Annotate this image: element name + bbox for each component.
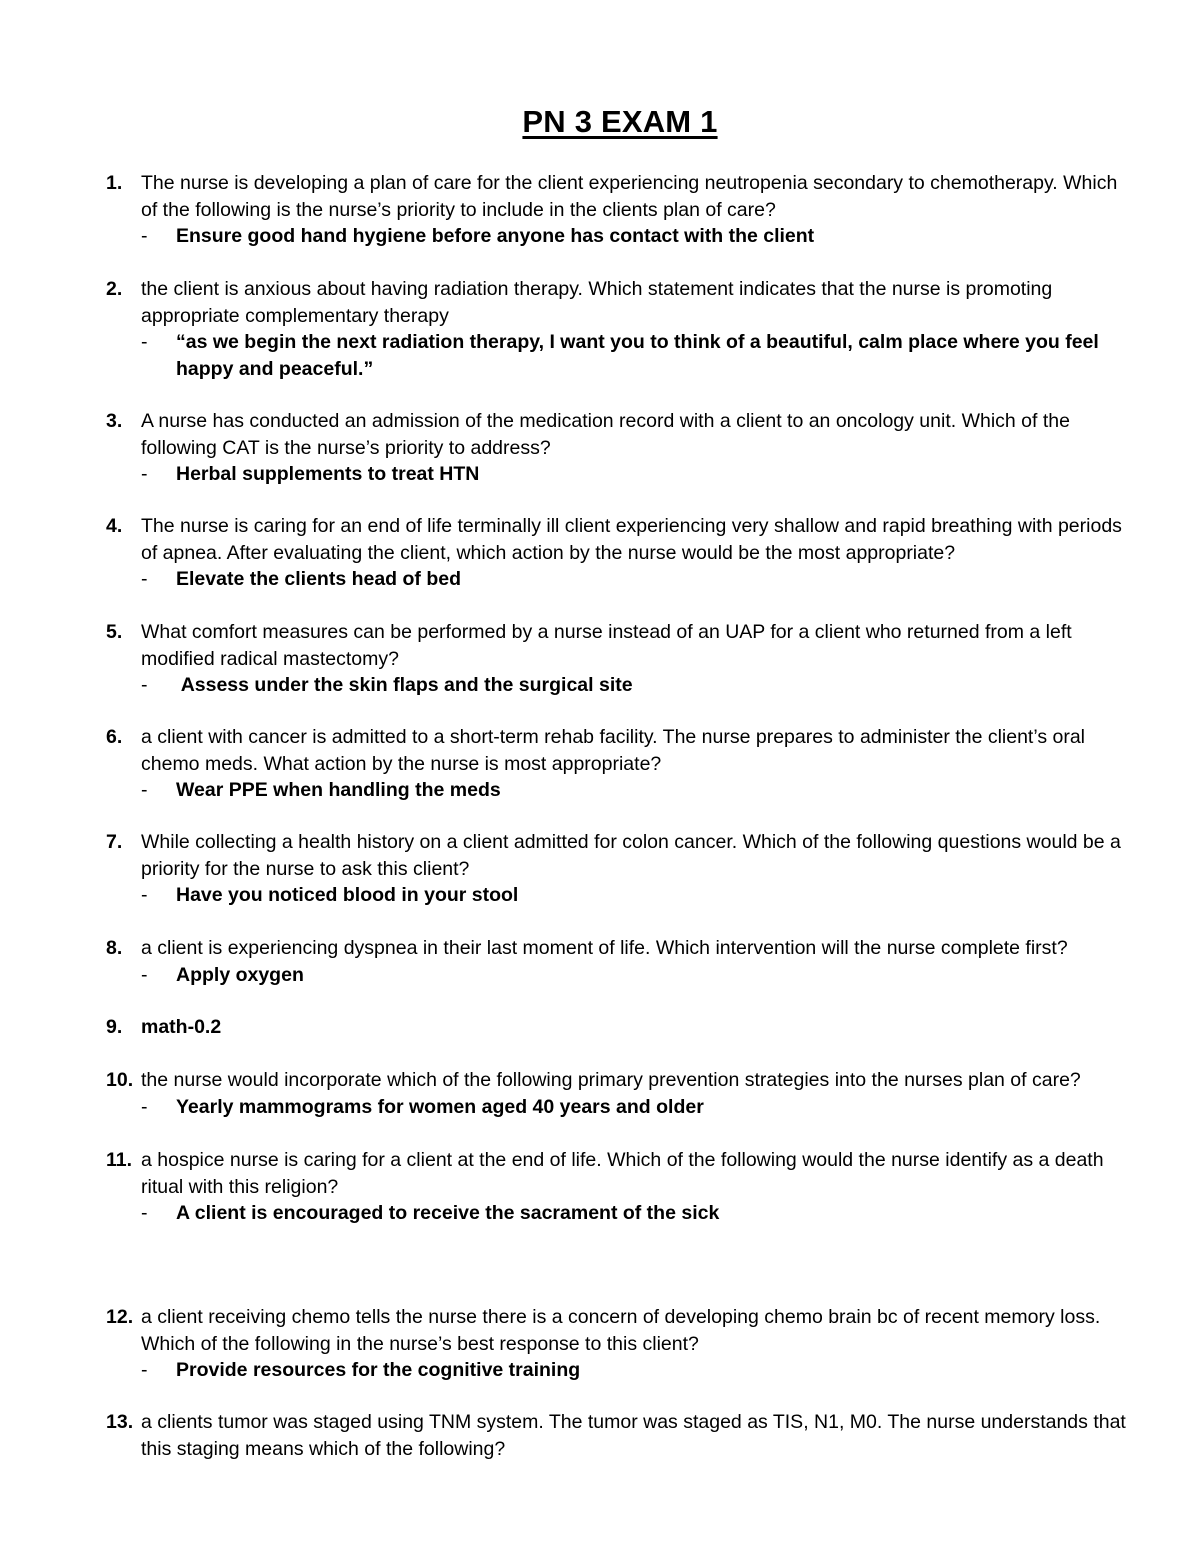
answer-dash: -: [141, 1359, 148, 1381]
question-text: a clients tumor was staged using TNM system. The tumor was staged as TIS, N1, M0. The nurse understands that this staging means which of the following?: [141, 1411, 1126, 1460]
answer-text: Yearly mammograms for women aged 40 years and older: [176, 1095, 704, 1118]
question-number: 4.: [106, 515, 123, 537]
answer-text: Ensure good hand hygiene before anyone has contact with the client: [176, 225, 815, 247]
answer: [141, 223, 1136, 250]
question-2: [106, 276, 1136, 382]
question-text: the nurse would incorporate which of the following primary prevention strategies into the nurses plan of care?: [141, 1069, 1081, 1091]
answer: [141, 329, 1136, 382]
answer-text: Elevate the clients head of bed: [176, 568, 461, 590]
question-4: [106, 513, 1136, 593]
question-1: [106, 170, 1136, 250]
question-6: [106, 724, 1136, 804]
answer: [141, 672, 1136, 699]
answer-dash: -: [141, 463, 148, 485]
question-number: 3.: [106, 410, 123, 432]
question-7: [106, 829, 1136, 909]
answer: [141, 1200, 1136, 1227]
answer-text: Herbal supplements to treat HTN: [176, 463, 480, 485]
answer-dash: -: [141, 884, 148, 906]
question-text: a client is experiencing dyspnea in their last moment of life. Which intervention will the nurse complete first?: [141, 937, 1068, 959]
question-text: the client is anxious about having radiation therapy. Which statement indicates that the nurse is promoting appropriate complementary therapy: [141, 278, 1053, 327]
question-13: [106, 1409, 1136, 1462]
question-number: 9.: [106, 1016, 123, 1038]
question-9: [106, 1014, 1136, 1041]
answer: [141, 566, 1136, 593]
answer-text: Wear PPE when handling the meds: [176, 779, 501, 801]
question-12: [106, 1304, 1136, 1384]
answer-dash: -: [141, 963, 148, 986]
question-text: math-0.2: [141, 1016, 222, 1038]
answer-dash: -: [141, 674, 148, 696]
answer-text: “as we begin the next radiation therapy, I want you to think of a beautiful, calm place where you feel happy and peaceful.”: [176, 331, 1099, 380]
question-3: [106, 408, 1136, 488]
page-title: PN 3 EXAM 1: [522, 104, 718, 139]
question-text: While collecting a health history on a client admitted for colon cancer. Which of the following questions would be a priority for the nurse to ask this client?: [141, 831, 1121, 880]
answer-dash: -: [141, 1202, 148, 1224]
answer-dash: -: [141, 568, 148, 590]
answer: [141, 882, 1136, 909]
question-text: A nurse has conducted an admission of the medication record with a client to an oncology unit. Which of the following CAT is the nurse’s priority to address?: [141, 410, 1070, 459]
answer-text: Have you noticed blood in your stool: [176, 884, 519, 906]
answer-dash: -: [141, 331, 148, 353]
question-text: The nurse is developing a plan of care for the client experiencing neutropenia secondary to chemotherapy. Which of the following is the nurse’s priority to include in the clients plan of care?: [141, 172, 1118, 221]
question-text: The nurse is caring for an end of life terminally ill client experiencing very shallow and rapid breathing with periods of apnea. After evaluating the client, which action by the nurse would be the most appropriate?: [141, 515, 1122, 564]
answer-dash: -: [141, 225, 148, 247]
question-number: 2.: [106, 278, 123, 300]
question-11: [106, 1147, 1136, 1227]
question-8: [106, 935, 1136, 988]
answer-text: A client is encouraged to receive the sacrament of the sick: [176, 1202, 720, 1224]
question-number: 1.: [106, 172, 123, 194]
answer: [141, 777, 1136, 804]
answer-text: Apply oxygen: [176, 963, 304, 986]
question-number: 6.: [106, 726, 123, 748]
question-number: 5.: [106, 621, 123, 643]
question-number: 10.: [106, 1069, 134, 1091]
answer-dash: -: [141, 779, 148, 801]
question-number: 11.: [106, 1149, 133, 1171]
answer-text: Assess under the skin flaps and the surgical site: [176, 674, 633, 696]
question-number: 7.: [106, 831, 123, 853]
question-text: a client with cancer is admitted to a short-term rehab facility. The nurse prepares to administer the client’s oral chemo meds. What action by the nurse is most appropriate?: [141, 726, 1086, 775]
question-number: 8.: [106, 937, 123, 959]
answer-text: Provide resources for the cognitive training: [176, 1359, 581, 1381]
question-10: [106, 1067, 1136, 1120]
answer: [141, 1357, 1136, 1384]
answer: [141, 962, 1136, 989]
question-text: a client receiving chemo tells the nurse there is a concern of developing chemo brain bc of recent memory loss. Which of the following in the nurse’s best response to this client?: [141, 1306, 1101, 1355]
question-5: [106, 619, 1136, 699]
question-number: 12.: [106, 1306, 134, 1328]
answer: [141, 461, 1136, 488]
question-number: 13.: [106, 1411, 134, 1433]
answer: [141, 1094, 1136, 1121]
question-text: a hospice nurse is caring for a client at the end of life. Which of the following would the nurse identify as a death ritual with this religion?: [141, 1149, 1104, 1198]
answer-dash: -: [141, 1095, 148, 1118]
question-text: What comfort measures can be performed by a nurse instead of an UAP for a client who returned from a left modified radical mastectomy?: [141, 621, 1072, 670]
